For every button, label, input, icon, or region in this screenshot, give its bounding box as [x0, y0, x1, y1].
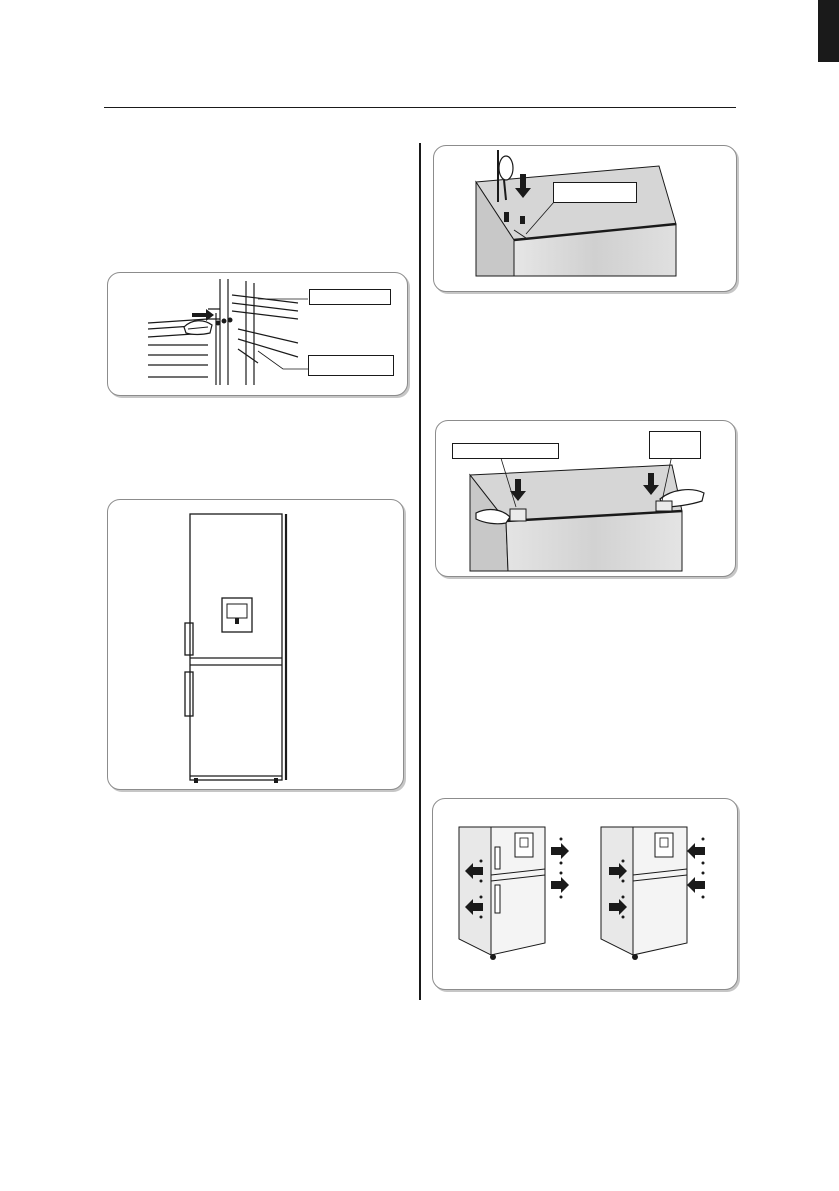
header-rule: [104, 107, 736, 108]
callout-box-1: [553, 182, 637, 203]
callout-box-1: [309, 289, 391, 305]
hand-icon: [184, 321, 212, 335]
fridge-front-illustration: [108, 500, 403, 789]
fridge-right: [601, 827, 705, 960]
handle-swap-illustration: [433, 799, 737, 989]
figure-top-cover-lift: [435, 420, 736, 577]
column-divider: [419, 143, 421, 1000]
figure-fridge-front: [107, 499, 404, 790]
callout-box-2: [649, 431, 701, 459]
callout-box-2: [308, 355, 394, 376]
water-dispenser: [222, 598, 252, 632]
figure-handle-swap: [432, 798, 738, 990]
callout-box-1: [452, 443, 559, 459]
top-cover-illustration: [434, 146, 736, 291]
fridge-left: [459, 827, 569, 960]
page-edge-tab: [818, 0, 839, 62]
figure-top-cover-screws: [433, 145, 737, 292]
figure-hinge-detail: [107, 272, 408, 396]
